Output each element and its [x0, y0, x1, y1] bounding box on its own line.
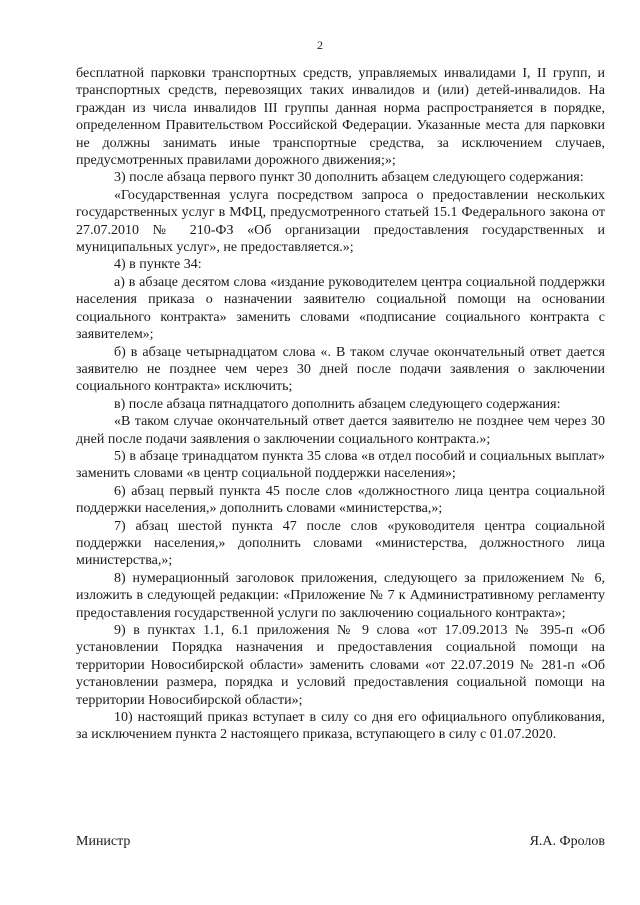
paragraph-13: 9) в пунктах 1.1, 6.1 приложения № 9 слова «от 17.09.2013 № 395-п «Об установлении Порядка назначения и предоставления социальной помощи на территории Новосибирской области» заменить словами «от 22.07.2019 № 281-п «Об установлении размера, порядка и условий предоставления социальной помощи на территории Новосибирской области»; [76, 623, 605, 708]
paragraph-14: 10) настоящий приказ вступает в силу со дня его официального опубликования, за исключением пункта 2 настоящего приказа, вступающего в силу с 01.07.2020. [76, 710, 605, 743]
paragraph-8: «В таком случае окончательный ответ дается заявителю не позднее чем через 30 дней после подачи заявления о заключении социального контракта.»; [76, 414, 605, 447]
document-body [76, 65, 605, 744]
signatory-position: Министр [76, 834, 131, 849]
signatory-name: Я.А. Фролов [529, 834, 605, 849]
paragraph-10: 6) абзац первый пункта 45 после слов «должностного лица центра социальной поддержки населения,» дополнить словами «министерства,»; [76, 483, 605, 517]
paragraph-11: 7) абзац шестой пункта 47 после слов «руководителя центра социальной поддержки населения,» дополнить словами «министерства, должностного лица министерства,»; [76, 518, 605, 569]
paragraph-7: в) после абзаца пятнадцатого дополнить абзацем следующего содержания: [114, 396, 561, 412]
page-number: 2 [317, 38, 323, 52]
paragraph-3: «Государственная услуга посредством запроса о предоставлении нескольких государственных услуг в МФЦ, предусмотренного статьей 15.1 Федерального закона от 27.07.2010 № 210-ФЗ «Об организации предоставления государственных и муниципальных услуг», не предоставляется.»; [76, 187, 605, 256]
paragraph-5: а) в абзаце десятом слова «издание руководителем центра социальной поддержки населения приказа о назначении заявителю социальной помощи на основании социального контракта» заменить словами «подписание социального контракта с заявителем»; [76, 274, 605, 343]
paragraph-9: 5) в абзаце тринадцатом пункта 35 слова «в отдел пособий и социальных выплат» заменить словами «в центр социальной поддержки населения»; [76, 448, 605, 482]
paragraph-4: 4) в пункте 34: [114, 257, 202, 273]
paragraph-1: бесплатной парковки транспортных средств, управляемых инвалидами I, II групп, и транспортных средств, перевозящих таких инвалидов и (или) детей-инвалидов. На граждан из числа инвалидов III группы данная норма распространяется в порядке, определенном Правительством Российской Федерации. Указанные места для парковки не должны занимать иные транспортные средства, за исключением случаев, предусмотренных правилами дорожного движения;»; [76, 66, 605, 169]
paragraph-6: б) в абзаце четырнадцатом слова «. В таком случае окончательный ответ дается заявителю не позднее чем через 30 дней после подачи заявления о заключении социального контракта» исключить; [76, 344, 605, 395]
paragraph-2: 3) после абзаца первого пункт 30 дополнить абзацем следующего содержания: [114, 170, 584, 186]
paragraph-12: 8) нумерационный заголовок приложения, следующего за приложением № 6, изложить в следующей редакции: «Приложение № 7 к Административному регламенту предоставления государственной услуги по заключению социального контракта»; [76, 570, 605, 621]
